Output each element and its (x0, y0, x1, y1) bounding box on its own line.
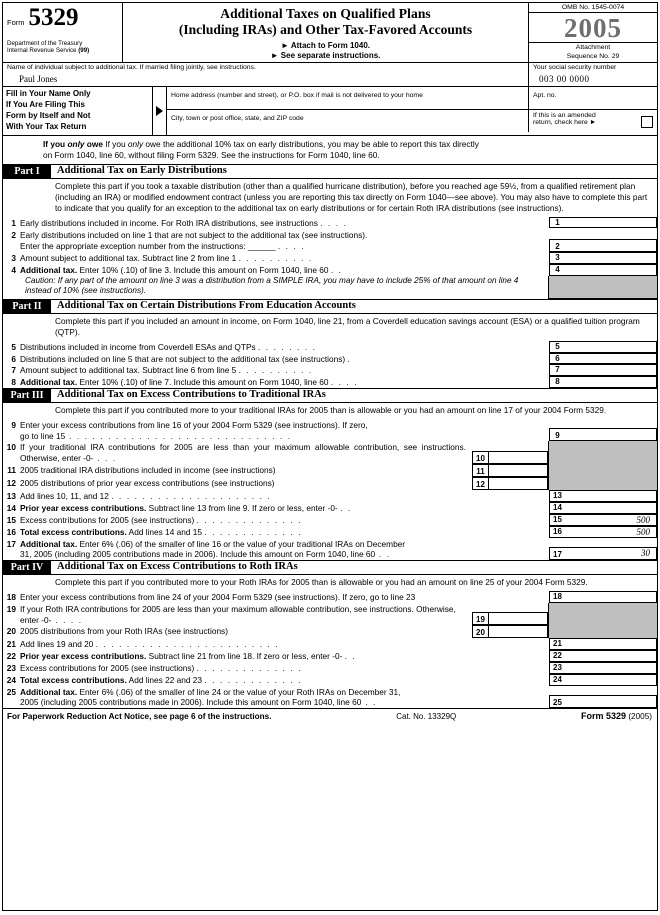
line-box-number: 17 (549, 547, 565, 560)
gray-block (548, 625, 657, 638)
line-text: Excess contributions for 2005 (see instructions) (20, 662, 195, 673)
ssn-input-value[interactable]: 003 00 0000 (539, 74, 590, 85)
home-address-field[interactable] (167, 87, 529, 109)
form-title-line-2: (Including IRAs) and Other Tax-Favored Accounts (178, 22, 473, 37)
separate-instructions: See separate instructions. (280, 51, 381, 60)
line-text: Add lines 14 and 15 (128, 526, 203, 537)
line-value-input[interactable] (488, 625, 548, 638)
form-word: Form (7, 18, 25, 27)
line-text: Distributions included on line 5 that are not subject to the additional tax (see instructions) (20, 353, 346, 364)
line-box-number: 7 (549, 364, 565, 376)
line-subtext: Enter the appropriate exception number from the instructions: ______ (20, 241, 276, 252)
line-number: 1 (11, 217, 16, 228)
name-field-container[interactable] (3, 63, 529, 86)
line-number: 25 (6, 686, 16, 697)
line-value-input[interactable] (565, 364, 657, 376)
line-box-number: 11 (472, 464, 488, 477)
line-row: 25 Additional tax. Enter 6% (.06) of the smaller of line 24 or the value of your Roth IRAs on December 31, 2005 (including 2005 contributions made in 2006). Include this amount on Form 1040, line 60 . . 25 (3, 686, 657, 709)
line-box-number: 10 (472, 451, 488, 464)
line-row: 19 If your Roth IRA contributions for 2005 are less than your maximum allowable contribution, see instructions. Otherwise, enter -0- . . . . 19 (3, 603, 657, 626)
line-value-input[interactable] (565, 264, 657, 276)
line-number: 21 (6, 639, 16, 650)
line-number: 12 (6, 477, 16, 488)
name-ssn-row (3, 63, 657, 87)
notice-block: If you only owe If you only owe the additional 10% tax on early distributions, you may be able to report this tax directly on Form 1040, line 60, without filing Form 5329. See the instructions for Form 1040, line 60. (3, 136, 657, 165)
gray-block (548, 477, 657, 490)
city-state-zip-field[interactable] (167, 110, 529, 132)
line-text: Subtract line 13 from line 9. If zero or less, enter -0- (148, 502, 338, 513)
line-text-bold: Additional tax. (20, 264, 78, 275)
line-row (3, 364, 657, 376)
ssn-label: Your social security number (533, 64, 617, 72)
line-text: Enter 10% (.10) of line 3. Include this amount on Form 1040, line 60 (79, 264, 329, 275)
part-1-lines (3, 217, 657, 299)
form-identifier (3, 3, 123, 62)
line-number: 4 (11, 264, 16, 275)
line-row (3, 591, 657, 603)
leader-dots: . . . . . . . . . . . . . . . . . . . . . . . . (95, 639, 280, 650)
line-row (3, 625, 657, 638)
line-box-number: 15 (549, 514, 565, 526)
right-triangle-icon-3: ► (589, 119, 597, 127)
dept-line-2: Internal Revenue Service (7, 47, 77, 55)
line-number: 3 (11, 253, 16, 264)
line-value-input[interactable]: 30 (565, 547, 657, 560)
line-value-input[interactable]: 500 (565, 514, 657, 526)
line-number: 18 (6, 592, 16, 603)
line-value-input[interactable] (565, 638, 657, 650)
apt-label: Apt. no. (533, 92, 557, 100)
pointer-arrow-icon (153, 87, 167, 134)
gray-block (548, 464, 657, 477)
line-box-number: 9 (549, 428, 565, 441)
line-value-input[interactable] (565, 376, 657, 388)
leader-dots: . . . . . . . . . . . . . . (196, 662, 303, 673)
line-box-number: 14 (549, 502, 565, 514)
line-text: 2005 distributions from your Roth IRAs (see instructions) (20, 626, 228, 637)
line-row (3, 662, 657, 674)
part-3-bar (3, 388, 657, 403)
fill-in-line-1: Fill in Your Name Only (6, 89, 91, 99)
line-row: 17 Additional tax. Enter 6% (.06) of the smaller of line 16 or the value of your traditional IRAs on December 31, 2005 (including 2005 contributions made in 2006). Include this amount on Form 1040, line 60 . . 17 30 (3, 538, 657, 561)
right-triangle-icon: ► (281, 41, 289, 50)
footer-form-year: (2005) (628, 712, 652, 722)
line-number: 19 (6, 603, 16, 614)
part-4-title: Additional Tax on Excess Contributions to Roth IRAs (57, 561, 298, 573)
footer-form-number: Form 5329 (581, 711, 627, 722)
line-value-input[interactable] (565, 502, 657, 514)
city-label: City, town or post office, state, and ZIP code (171, 115, 304, 123)
part-3-description: Complete this part if you contributed more to your traditional IRAs for 2005 than is allowable or you had an amount on line 17 of your 2004 Form 5329. (55, 404, 607, 415)
omb-block (529, 3, 657, 62)
line-box-number: 12 (472, 477, 488, 490)
leader-dots: . . . . . . . . . . . . . (204, 674, 302, 685)
line-value-input[interactable] (565, 490, 657, 502)
line-number: 16 (6, 526, 16, 537)
part-2-title: Additional Tax on Certain Distributions From Education Accounts (57, 299, 356, 311)
line-value-input[interactable] (565, 428, 657, 441)
line-number: 7 (11, 365, 16, 376)
omb-number: OMB No. 1545-0074 (529, 3, 657, 13)
line-box-number: 19 (472, 612, 488, 625)
leader-dots: . . . . . . . . (257, 341, 317, 352)
line-text: Early distributions included in income. For Roth IRA distributions, see instructions (20, 217, 318, 228)
line-box-number: 21 (549, 638, 565, 650)
gray-block (548, 603, 657, 626)
leader-dots: . . . . . . . . . . . . . . (196, 514, 303, 525)
line-text: Enter 10% (.10) of line 7. Include this amount on Form 1040, line 60 (79, 377, 329, 388)
line-number: 6 (11, 353, 16, 364)
part-1-title: Additional Tax on Early Distributions (57, 164, 227, 176)
line-box-number: 2 (549, 239, 565, 252)
line-number: 24 (6, 674, 16, 685)
line-number: 5 (11, 341, 16, 352)
line-value-input[interactable] (488, 612, 548, 625)
part-3-title: Additional Tax on Excess Contributions to Traditional IRAs (57, 388, 326, 400)
amended-return-checkbox[interactable] (641, 116, 653, 128)
part-4-bar (3, 560, 657, 575)
line-text: Enter your excess contributions from line 16 of your 2004 Form 5329 (see instructions). If zero, (20, 419, 368, 430)
line-box-number: 24 (549, 674, 565, 686)
line-number: 9 (11, 419, 16, 430)
line-number: 20 (6, 626, 16, 637)
name-label: Name of individual subject to additional tax. If married filing jointly, see instructions. (7, 64, 256, 72)
leader-dots: . . . . . . . . . . . . . (204, 526, 302, 537)
part-1-caution: Caution: If any part of the amount on line 3 was a distribution from a SIMPLE IRA, you may have to include 25% of that amount on line 4 instead of 10% (see instructions). (25, 275, 519, 296)
line-number: 11 (7, 464, 16, 475)
line-box-number: 18 (549, 591, 565, 603)
line-text: Excess contributions for 2005 (see instructions) (20, 514, 195, 525)
line-box-number: 8 (549, 376, 565, 388)
leader-dots: . (347, 353, 352, 364)
line-text: 2005 distributions of prior year excess contributions (see instructions) (20, 477, 275, 488)
line-value-input[interactable] (565, 591, 657, 603)
line-value-input[interactable] (565, 353, 657, 365)
part-4-description: Complete this part if you contributed more to your Roth IRAs for 2005 than is allowable or you had an amount on line 25 of your 2004 Form 5329. (55, 577, 588, 588)
leader-dots: . . . . (330, 377, 359, 388)
fill-in-line-3: Form by Itself and Not (6, 110, 91, 120)
line-text: Distributions included in income from Coverdell ESAs and QTPs (20, 341, 256, 352)
gray-block (548, 276, 657, 299)
line-number: 14 (6, 502, 16, 513)
line-text: Enter your excess contributions from line 24 of your 2004 Form 5329 (see instructions). If zero, go to line 23 (20, 592, 416, 603)
line-number: 17 (6, 538, 16, 549)
line-number: 8 (11, 377, 16, 388)
line-row: 22 Prior year excess contributions. Subtract line 21 from line 18. If zero or less, enter -0- . . 22 (3, 650, 657, 662)
line-text: Add lines 19 and 20 (20, 639, 94, 650)
fill-in-line-2: If You Are Filing This (6, 100, 85, 110)
catalog-number: Cat. No. 13329Q (396, 711, 457, 721)
amended-line-2: return, check here ► (533, 119, 597, 127)
form-page (2, 2, 658, 911)
line-row: 9 Enter your excess contributions from line 16 of your 2004 Form 5329 (see instructions). If zero, go to line 15 . . . . . . . . . . . . . . . . . . . . . . . . . . . . . 9 (3, 419, 657, 442)
line-row: 16 Total excess contributions. Add lines 14 and 15 . . . . . . . . . . . . . 16 500 (3, 526, 657, 538)
line-value-input[interactable] (565, 239, 657, 252)
line-text: Amount subject to additional tax. Subtract line 2 from line 1 (20, 253, 237, 264)
address-block (3, 87, 657, 135)
part-3-lines (3, 419, 657, 560)
line-value-input[interactable] (488, 451, 548, 464)
line-box-number: 5 (549, 341, 565, 353)
part-1-description: Complete this part if you took a taxable distribution (other than a qualified hurricane distribution), before you reached age 59½, from a qualified retirement plan (including an IRA) or modified endowment contract (unless you are reporting this tax directly on Form 1040—see above). You may also have to complete this part to indicate that you qualify for an exception to the additional tax on early distributions or for certain Roth IRA distributions (see instructions). (55, 180, 648, 213)
tax-year: 2005 (529, 13, 657, 43)
notice-line-2: on Form 1040, line 60, without filing Form 5329. See the instructions for Form 1040, line 60. (43, 149, 380, 160)
line-text: Subtract line 21 from line 18. If zero or less, enter -0- (148, 651, 343, 662)
attachment-sequence: Sequence No. 29 (566, 52, 620, 60)
line-value-input[interactable] (488, 464, 548, 477)
leader-dots: . . . . . . . . . . (238, 253, 313, 264)
line-number: 13 (6, 490, 16, 501)
fill-in-line-4: With Your Tax Return (6, 121, 87, 131)
line-box-number: 1 (549, 217, 565, 229)
part-4-lines (3, 591, 657, 708)
form-title-block (123, 3, 529, 62)
line-row: 14 Prior year excess contributions. Subtract line 13 from line 9. If zero or less, enter -0- . . 14 (3, 502, 657, 514)
line-row (3, 252, 657, 264)
gray-block (548, 441, 657, 464)
line-row (3, 477, 657, 490)
line-box-number: 13 (549, 490, 565, 502)
leader-dots: . . . . . . . . . . (238, 365, 313, 376)
form-footer (3, 708, 657, 721)
part-1-bar (3, 165, 657, 179)
notice-line-1-text: If you only owe the additional 10% tax on early distributions, you may be able to report this tax directly (105, 138, 479, 149)
form-header (3, 3, 657, 63)
line-value-input[interactable] (565, 650, 657, 662)
line-text: Add lines 10, 11, and 12 (20, 490, 109, 501)
leader-dots: . . (340, 502, 352, 513)
leader-dots: . . (344, 651, 357, 662)
line-text: Amount subject to additional tax. Subtract line 6 from line 5 (20, 365, 237, 376)
apt-number-field[interactable] (529, 87, 657, 109)
line-text: Add lines 22 and 23 (128, 674, 203, 685)
attach-instruction: Attach to Form 1040. (290, 41, 370, 50)
fill-in-instruction (3, 87, 153, 134)
line-text: 2005 traditional IRA distributions included in income (see instructions) (20, 464, 276, 475)
line-value-input[interactable] (565, 695, 657, 708)
part-1-label: Part I (3, 165, 51, 178)
line-box-number: 3 (549, 252, 565, 264)
dept-line-1: Department of the Treasury (7, 40, 83, 47)
line-row: 8 Additional tax. Enter 10% (.10) of line 7. Include this amount on Form 1040, line 60 . . . . 8 (3, 376, 657, 388)
line-row (3, 638, 657, 650)
line-box-number: 16 (549, 526, 565, 538)
leader-dots: . . . . (320, 217, 348, 228)
home-address-label: Home address (number and street), or P.O. box if mail is not delivered to your home (171, 92, 423, 100)
part-2-label: Part II (3, 300, 51, 313)
part-2-bar (3, 299, 657, 314)
line-box-number: 25 (549, 695, 565, 708)
name-input-value[interactable]: Paul Jones (19, 74, 58, 85)
form-number: 5329 (28, 4, 79, 31)
ssn-field-container[interactable] (529, 63, 657, 86)
line-row: 24 Total excess contributions. Add lines 22 and 23 . . . . . . . . . . . . . 24 (3, 674, 657, 686)
leader-dots: . . . . (277, 241, 306, 252)
paperwork-notice: For Paperwork Reduction Act Notice, see page 6 of the instructions. (7, 711, 272, 721)
form-title-line-1: Additional Taxes on Qualified Plans (220, 6, 431, 21)
line-value-input[interactable] (565, 252, 657, 264)
line-box-number: 22 (549, 650, 565, 662)
line-box-number: 6 (549, 353, 565, 365)
amended-return-container[interactable] (529, 110, 657, 132)
leader-dots: . . . . . . . . . . . . . . . . . . . . . (111, 490, 272, 501)
amended-line-1: If this is an amended (533, 112, 596, 120)
line-value-input[interactable] (565, 674, 657, 686)
part-2-lines (3, 341, 657, 388)
line-row (3, 353, 657, 365)
line-row (3, 217, 657, 229)
line-box-number: 4 (549, 264, 565, 276)
line-row (3, 341, 657, 353)
line-box-number: 23 (549, 662, 565, 674)
line-number: 23 (6, 662, 16, 673)
line-row: 10 If your traditional IRA contributions for 2005 are less than your maximum allowable contribution, see instructions. Otherwise, enter -0- . . . 10 (3, 441, 657, 464)
dept-99: (99) (78, 47, 90, 55)
line-row (3, 229, 657, 252)
line-value-input[interactable] (565, 662, 657, 674)
line-value-input[interactable] (488, 477, 548, 490)
line-value-input[interactable] (565, 217, 657, 229)
line-row (3, 490, 657, 502)
line-row (3, 514, 657, 526)
part-2-description: Complete this part if you included an amount in income, on Form 1040, line 21, from a Coverdell education savings account (ESA) or a qualified tuition program (QTP). (55, 315, 640, 337)
line-row (3, 464, 657, 477)
line-number: 2 (11, 230, 16, 241)
line-number: 10 (6, 442, 16, 453)
line-text: Early distributions included on line 1 that are not subject to the additional tax (see instructions). (20, 230, 368, 241)
leader-dots: . . (330, 264, 343, 275)
part-4-label: Part IV (3, 561, 51, 574)
part-3-label: Part III (3, 389, 51, 402)
line-value-input[interactable]: 500 (565, 526, 657, 538)
line-box-number: 20 (472, 625, 488, 638)
line-value-input[interactable] (565, 341, 657, 353)
line-number: 22 (6, 651, 16, 662)
line-row (3, 264, 657, 276)
attachment-label: Attachment (575, 44, 611, 52)
right-triangle-icon-2: ► (270, 51, 279, 60)
line-number: 15 (6, 514, 16, 525)
